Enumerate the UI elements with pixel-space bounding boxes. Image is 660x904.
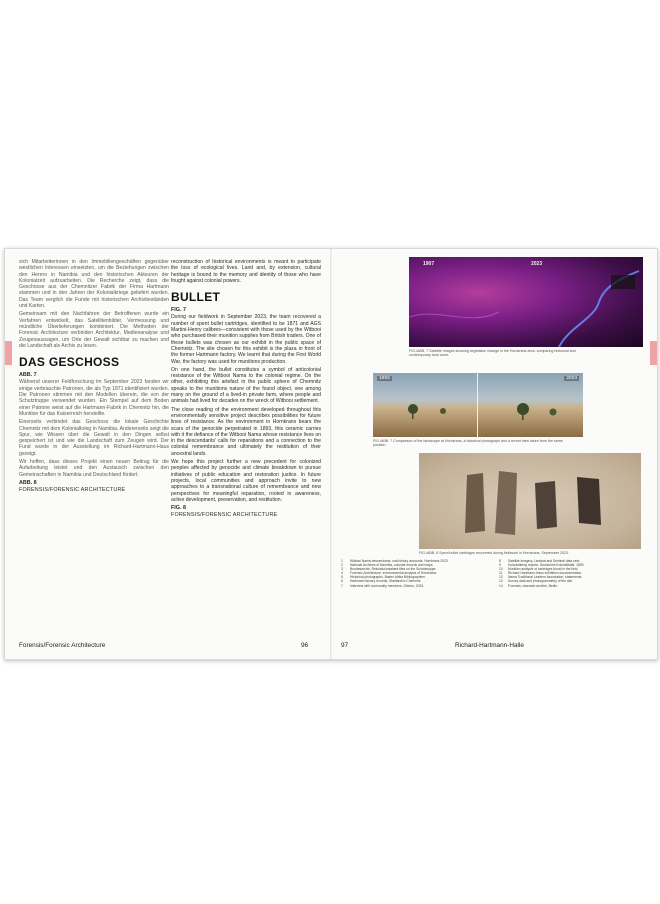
footnote-text: Munition analysis of cartridges found in the field. [508,567,579,572]
image-divider [477,373,478,437]
footnote-number: 14 [499,583,503,588]
credit: FORENSIS/FORENSIC ARCHITECTURE [171,512,278,519]
left-page [5,249,331,659]
footnote-number: 13 [499,579,503,584]
footnote-text: Nama Traditional Leaders Association, statements. [508,575,583,580]
footnotes-column [341,559,491,588]
year-label: 2023 [566,376,577,381]
paragraph: reconstruction of historical environments is meant to participate the loss of ecological lives. Land and, by extension, cultural heritage is bound to the memory and identity of those who have fought against colonial powers. [171,259,321,284]
paragraph: Während unserer Feldforschung im September 2023 fanden wir einige verbrauchte Patronen, die als Typ 1871 identifiziert wurden. Die Patronen stimmen mit den Modellen überein, die von der Schutztruppe verwendet wurden. Ein Stempel auf dem Boden einer Patrone weist auf die Hartmann-Fabrik in Chemnitz hin, die Munition für das Kaiserreich herstellte. [19,379,169,417]
footnote-number: 8 [499,559,501,563]
footnote-text: Satellite imagery, Landsat and Sentinel data sets. [508,559,581,563]
year-label: 1893 [379,376,390,381]
footnote-number: 7 [341,583,343,588]
footnote-text: Survey data and photogrammetry of the site. [508,579,574,584]
footnote-text: Historical photographs, Basler Afrika Bibliographien. [350,575,426,580]
map-legend [611,275,635,289]
paragraph: Gemeinsam mit den Nachfahren der Betroffenen wurde ein Verfahren entwickelt, das Satellitenbilder, Vermessung und mündliche Überlieferungen kombiniert. Die Methoden der Forensic Architecture verbinden Architektur, Medienanalyse und Zeugenaussagen, um Orte der Gewalt sichtbar zu machen und die Landschaft als Archiv zu lesen. [19,311,169,349]
footnote-number: 1 [341,559,343,563]
footnote-number: 2 [341,563,343,568]
footnote-text: Richard-Hartmann-Haus exhibition documentation. [508,571,583,576]
footer-title: Richard-Hartmann-Halle [455,642,524,649]
paragraph: The close reading of the environment developed throughout this environmentally sensitive project describes possibilities for future lines of resistance. As the environment in Hornkrans bears the scars of the genocide perpetrated in 1893, this ceramic carries with it the defiance of the Witbooi Nama whose resistance lives on in the descendants' calls for reparations and a connection to the colonial remembrance and ultimately the restitution of their ancestral lands. [171,406,321,457]
footnote-number: 9 [499,563,501,568]
paragraph: sich Mitarbeiterinnen in den Immobiliengeschäften gegenüber westlichen Interessen einsetzten, um die Beziehungen zwischen den Herero in Namibia und den historischen Akteuren der Kolonialzeit aufzuarbeiten. Die Recherche zeigt, dass die Geschosse aus der Chemnitzer Fabrik der Firma Hartmann stammen und in den Jahren der Kolonialkriege geliefert wurden. Das Team verglich die Funde mit historischen Archivbeständen und Karten. [19,259,169,310]
figure-label: FIG. 8 [171,505,186,512]
footnote-text: Kolonialkrieg reports, Deutsches Kolonialblatt, 1893. [508,563,585,568]
paragraph: Einerseits verbindet das Geschoss die lokale Geschichte Chemnitz mit dem Kolonialkrieg in Namibia. Andererseits zeigt die Spur, wie Wissen über die Gewalt in den Dingen selbst gespeichert ist und wie die Landschaft zum Zeugen wird. Der Fund wurde in der Ausstellung im Richard-Hartmann-Haus gezeigt. [19,419,169,457]
figure-label: ABB. 8 [19,479,37,486]
year-label: 1907 [423,261,435,267]
page-tab-marker [650,341,657,365]
figure-label: ABB. 7 [19,372,37,379]
paragraph: On one hand, the bullet constitutes a symbol of anticolonial resistance of the Witbooi Nama to the colonial regime. On the other, exhibiting this artefact in the public sphere of Chemnitz speaks to the munitions nature of the found object, one among many on the ground of a lived-in private farm, where people and animals had lived for decades on the wreck of Witbooi settlement. [171,366,321,405]
figure-caption: FIG./ABB. 7 Satellite images showing vegetation change in the Hornkrans area, comparing historical and contemporary land cover. [409,349,576,358]
paragraph: Wir hoffen, dass dieses Projekt einen neuen Beitrag für die Aufarbeitung leistet und den Austausch zwischen den Gemeinschaften in Namibia und Deutschland fördert. [19,459,169,478]
credit: FORENSIS/FORENSIC ARCHITECTURE [19,487,126,494]
page-tab-marker [5,341,12,365]
river-overlay [409,257,643,347]
footnote-text: Forensis, research archive, Berlin. [508,583,559,588]
footnote-text: Bundesarchiv, Reichskolonialamt files on the Schutztruppe. [350,567,437,572]
footnote-number: 3 [341,567,343,572]
footnote-number: 12 [499,575,503,580]
satellite-image [409,257,643,347]
page-number: 97 [341,642,349,649]
footer-title: Forensis/Forensic Architecture [19,642,106,649]
footnote-text: Hartmann factory records, Stadtarchiv Chemnitz. [350,579,422,584]
footnote-number: 11 [499,571,503,576]
figure-caption: FIG./ABB. 7 Comparison of the landscape at Hornkrans, a historical photograph and a recent view taken from the same position. [373,439,563,448]
footnote-number: 10 [499,567,503,572]
book-spread [4,248,658,660]
left-column-german [19,259,169,619]
footnote-number: 6 [341,579,343,584]
page-number: 96 [301,642,309,649]
section-title: DAS GESCHOSS [19,355,120,370]
figure-caption: FIG./ABB. 8 Spent bullet cartridges recovered during fieldwork in Hornkrans, September 2023. [419,551,570,555]
bullet-cartridges-image [419,453,641,549]
year-label: 2023 [531,261,543,267]
footnote-text: Witbooi Nama descendants, oral history accounts, Hornkrans 2023. [350,559,449,563]
footnote [499,584,649,588]
section-title: BULLET [171,290,221,305]
paragraph: We hope this project further a new precedent for colonized peoples affected by genocide and climate breakdown to pursue initiatives of public education and restoration justice. In future projects, local communities and approach invite to new approaches to a transnational culture of remembrance and new perspectives for meaningful reparation, rooted in awareness, active development, preservation, and restitution. [171,459,321,503]
right-page [331,249,657,659]
cartridges [419,453,641,549]
paragraph: During our fieldwork in September 2023, the team recovered a number of spent bullet cartridges, identified to be 1871 and AGS Martini-Henry calibres—consistent with those used by the Witbooi who purchased their munition supplies from British traders. One of these bullets was chosen as our exhibit in the public space of Chemnitz. The site chosen for this exhibit is the plaza in front of the former Hartmann factory. We learnt that during the First World War, the factory was used for munitions production. [171,314,321,365]
footnote-text: Interview with community members, Gibeon, 2023. [350,583,425,588]
footnote-text: National Archives of Namibia, colonial records and maps. [350,563,434,568]
footnote-number: 5 [341,575,343,580]
landscape-comparison-image [373,373,583,437]
landscape-trees [373,373,583,437]
figure-label: FIG. 7 [171,307,186,314]
footnote-text: Forensic Architecture, environmental analysis of Hornkrans. [350,571,438,576]
footnote [341,584,491,588]
left-column-english [171,259,321,589]
footnote-number: 4 [341,571,343,576]
footnotes-column [499,559,649,588]
